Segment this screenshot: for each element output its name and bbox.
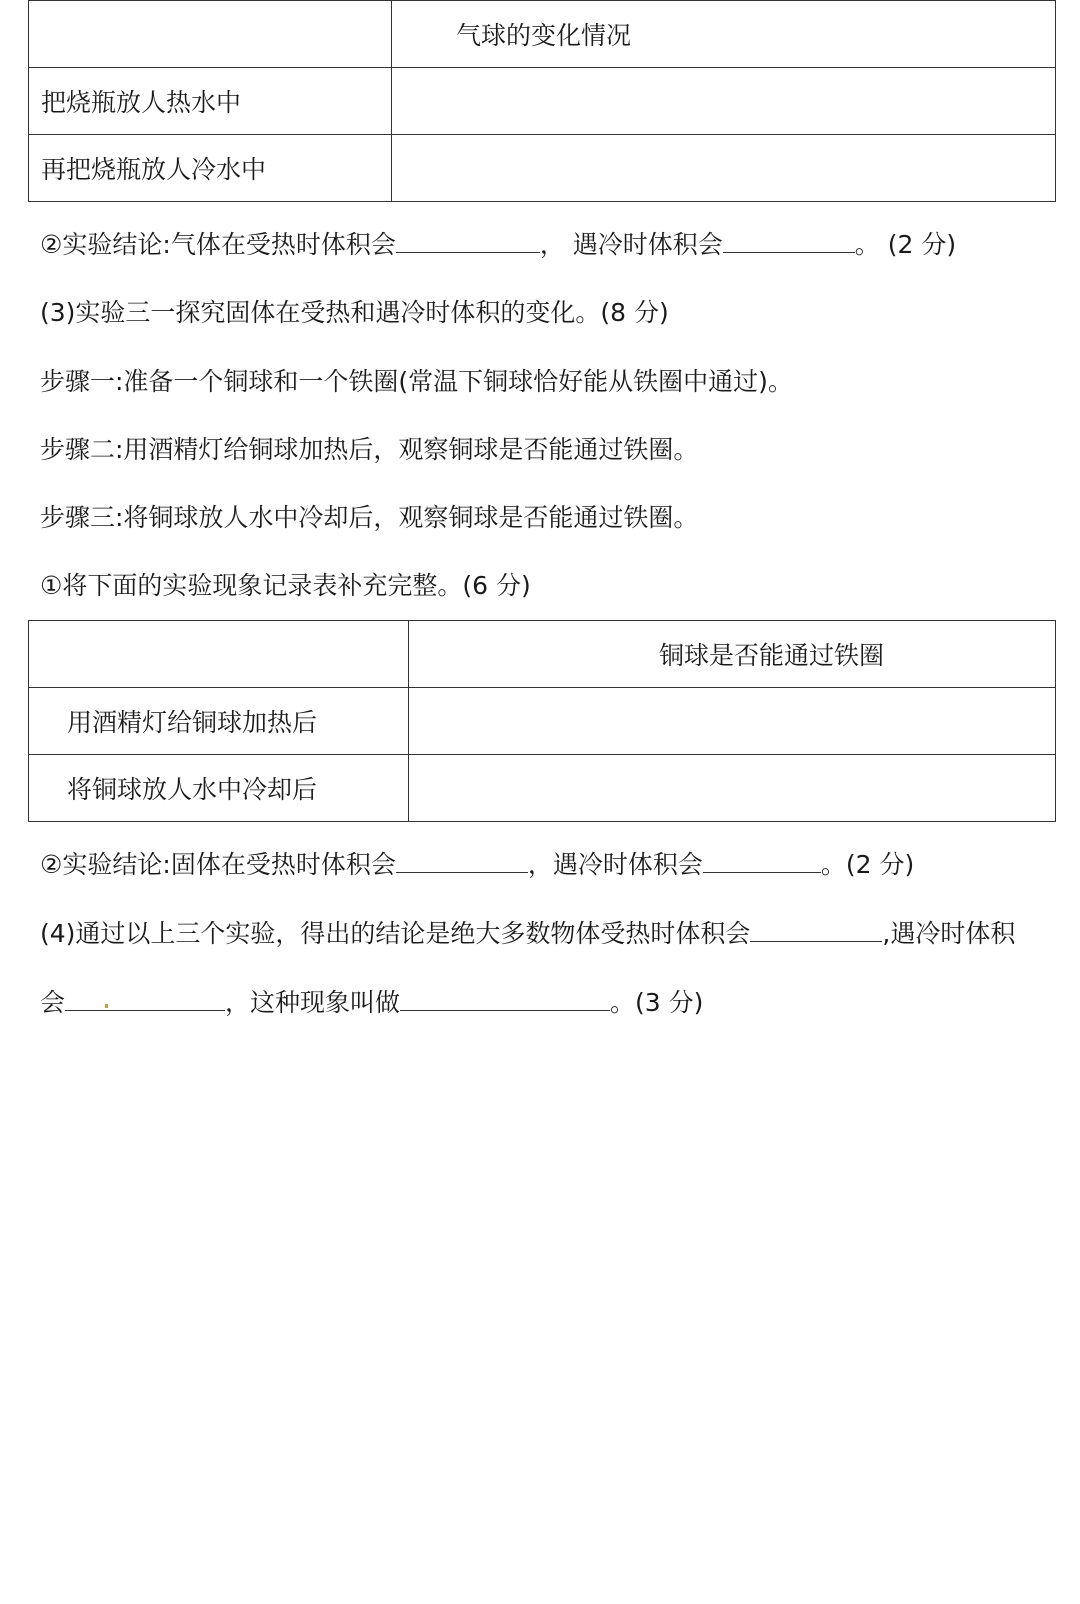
- text-segment: 。(3 分): [610, 988, 704, 1017]
- text-segment: 。(2 分): [820, 850, 915, 879]
- gas-conclusion-line: [40, 226, 956, 263]
- text-segment: ，这种现象叫做: [225, 988, 401, 1017]
- row-label: 用酒精灯给铜球加热后: [29, 688, 409, 755]
- answer-cell[interactable]: [409, 755, 1056, 822]
- answer-blank[interactable]: [750, 915, 882, 942]
- step-one: 步骤一:准备一个铜球和一个铁圈(常温下铜球恰好能从铁圈中通过)。: [40, 367, 793, 396]
- text-segment: ，遇冷时体积会: [527, 850, 703, 879]
- table-header-row: [29, 1, 1056, 68]
- table-instruction: ①将下面的实验现象记录表补充完整。(6 分): [40, 571, 531, 600]
- table-header-cell: 铜球是否能通过铁圈: [409, 621, 1056, 688]
- table-row: [29, 68, 1056, 135]
- answer-blank[interactable]: [703, 846, 821, 873]
- row-label: 把烧瓶放人热水中: [29, 68, 392, 135]
- table-corner-cell: [29, 1, 392, 68]
- question-4-line-2: [40, 984, 703, 1021]
- row-label: 再把烧瓶放人冷水中: [29, 135, 392, 202]
- copper-ball-table: [28, 620, 1056, 822]
- balloon-change-table: [28, 0, 1056, 202]
- table-header-row: [29, 621, 1056, 688]
- text-segment: (4)通过以上三个实验，得出的结论是绝大多数物体受热时体积会: [40, 919, 751, 948]
- question-3-title: (3)实验三一探究固体在受热和遇冷时体积的变化。(8 分): [40, 298, 669, 327]
- text-segment: ②实验结论:气体在受热时体积会: [40, 230, 396, 259]
- table-header-cell: 气球的变化情况: [392, 1, 1056, 68]
- text-segment: ， 遇冷时体积会: [539, 230, 723, 259]
- table-corner-cell: [29, 621, 409, 688]
- row-label: 将铜球放人水中冷却后: [29, 755, 409, 822]
- table-row: [29, 135, 1056, 202]
- answer-cell[interactable]: [392, 68, 1056, 135]
- text-segment: 。 (2 分): [854, 230, 957, 259]
- table-row: [29, 755, 1056, 822]
- answer-blank[interactable]: [723, 226, 855, 253]
- answer-cell[interactable]: [392, 135, 1056, 202]
- text-segment: ,遇冷时体积: [882, 919, 1016, 948]
- solid-conclusion-line: [40, 846, 914, 883]
- step-three: 步骤三:将铜球放人水中冷却后，观察铜球是否能通过铁圈。: [40, 503, 699, 532]
- table-row: [29, 688, 1056, 755]
- stray-pen-mark: [105, 1004, 108, 1008]
- question-4-line-1: [40, 915, 1015, 952]
- answer-blank[interactable]: [65, 984, 225, 1011]
- answer-cell[interactable]: [409, 688, 1056, 755]
- text-segment: ②实验结论:固体在受热时体积会: [40, 850, 396, 879]
- step-two: 步骤二:用酒精灯给铜球加热后，观察铜球是否能通过铁圈。: [40, 435, 699, 464]
- answer-blank[interactable]: [400, 984, 610, 1011]
- answer-blank[interactable]: [396, 846, 528, 873]
- text-segment: 会: [40, 988, 66, 1017]
- answer-blank[interactable]: [396, 226, 540, 253]
